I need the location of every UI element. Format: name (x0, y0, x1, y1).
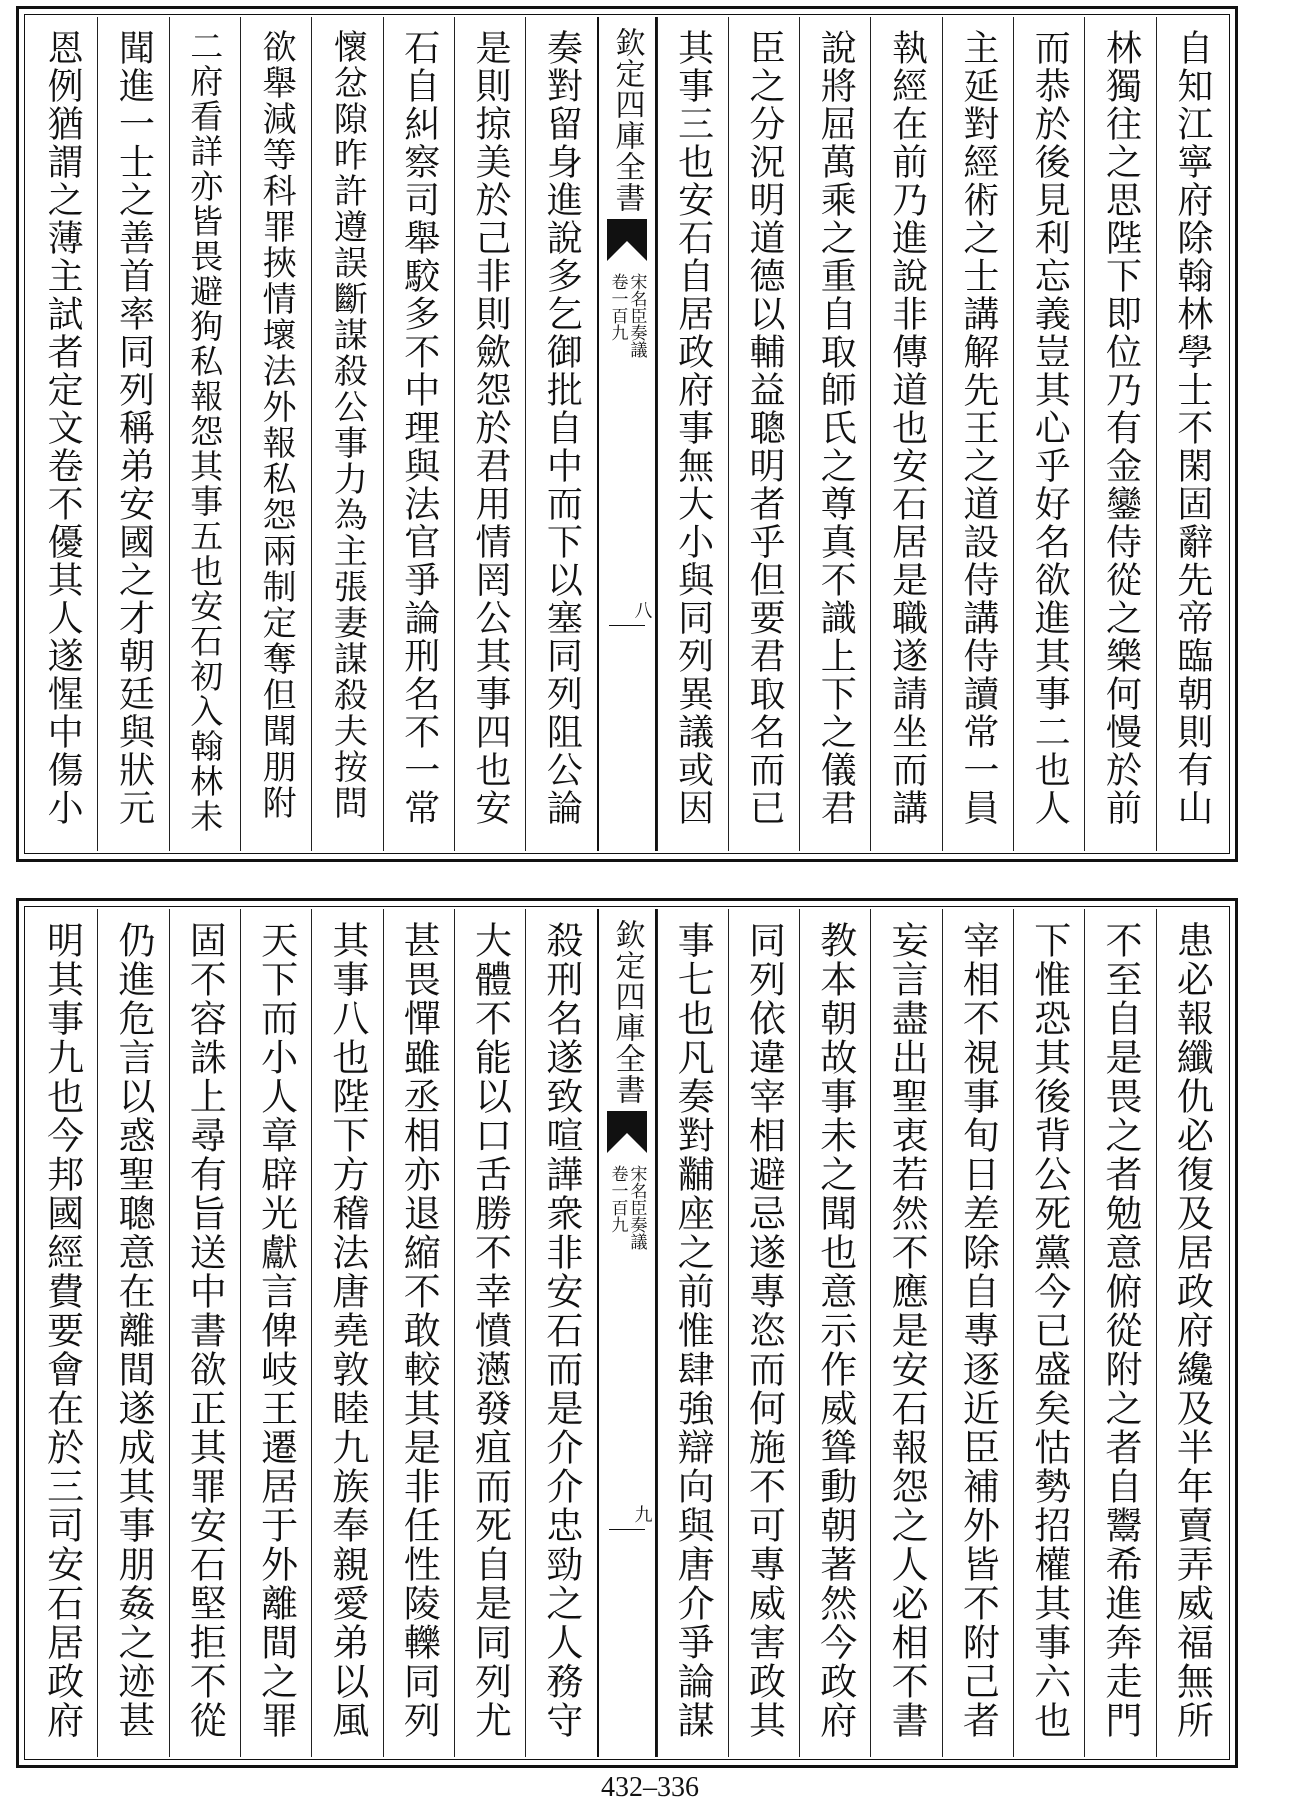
text-column (728, 17, 799, 851)
page-number-rule (609, 1529, 645, 1530)
text-column-content: 聞進一士之善首率同列稱弟安國之才朝廷與狀元 (113, 29, 155, 827)
text-column (311, 909, 382, 1757)
text-column-content: 殺刑名遂致喧譁衆非安石而是介介忠勁之人務守 (539, 921, 583, 1740)
text-column-content: 明其事九也今邦國經費要會在於三司安石居政府 (40, 921, 84, 1740)
text-column (1156, 909, 1227, 1757)
book-title: 宋名臣奏議 (626, 273, 647, 358)
text-column-content: 二府看詳亦皆畏避狗私報怨其事五也安石初入翰林未 (185, 29, 225, 834)
text-column (97, 17, 168, 851)
text-column (169, 17, 240, 851)
text-column (1156, 17, 1227, 851)
text-column-content: 林獨往之思陛下即位乃有金鑾侍從之樂何慢於前 (1100, 29, 1142, 827)
volume-label: 卷一百九 (607, 1165, 628, 1233)
text-column-content: 事七也凡奏對黼座之前惟肆強辯向與唐介爭論謀 (671, 921, 715, 1740)
text-column-content: 自知江寧府除翰林學士不閑固辭先帝臨朝則有山 (1171, 29, 1213, 827)
book-title: 宋名臣奏議 (626, 1165, 647, 1250)
text-column-content: 石自糾察司舉駮多不中理與法官爭論刑名不一常 (398, 29, 440, 827)
text-column-content: 主延對經術之士講解先王之道設侍講侍讀常一員 (957, 29, 999, 827)
text-column (1013, 17, 1084, 851)
text-column (1013, 909, 1084, 1757)
text-column-content: 是則掠美於己非則歛怨於君用情罔公其事四也安 (470, 29, 512, 827)
bottom-page-text-area (27, 909, 1227, 1757)
text-column-content: 宰相不視事旬日差除自專逐近臣補外皆不附己者 (956, 921, 1000, 1740)
text-column (1084, 17, 1155, 851)
center-fold (597, 909, 657, 1757)
text-column-content: 大體不能以口舌勝不幸憤懣發疽而死自是同列尤 (468, 921, 512, 1740)
text-column-content: 固不容誅上尋有旨送中書欲正其罪安石堅拒不從 (183, 921, 227, 1740)
leaf-page-number: 九 (631, 1505, 653, 1523)
text-column-content: 天下而小人章辟光獻言俾岐王遷居于外離間之罪 (254, 921, 298, 1740)
text-column-content: 不至自是畏之者勉意俯從附之者自鬻希進奔走門 (1099, 921, 1143, 1740)
text-column-content: 甚畏憚雖丞相亦退縮不敢較其是非任性陵轢同列 (397, 921, 441, 1740)
text-column-content: 奏對留身進說多乞御批自中而下以塞同列阻公論 (541, 29, 583, 827)
text-column (1084, 909, 1155, 1757)
text-column (240, 909, 311, 1757)
text-column (311, 17, 382, 851)
center-fold (597, 17, 657, 851)
text-column (240, 17, 311, 851)
text-column (870, 17, 941, 851)
text-column (525, 17, 596, 851)
text-column-content: 而恭於後見利忘義豈其心乎好名欲進其事二也人 (1029, 29, 1071, 827)
page-number-rule (609, 625, 645, 626)
text-column-content: 同列依違宰相避忌遂專恣而何施不可專威害政其 (742, 921, 786, 1740)
text-column (97, 909, 168, 1757)
text-column (454, 17, 525, 851)
fish-tail-mark-icon (607, 219, 647, 261)
center-fold-subtitle (609, 1165, 645, 1250)
text-column-content: 妄言盡出聖衷若然不應是安石報怨之人必相不書 (885, 921, 929, 1740)
text-column-content: 仍進危言以惑聖聰意在離間遂成其事朋姦之迹甚 (111, 921, 155, 1740)
text-column-content: 臣之分況明道德以輔益聰明者乎但要君取名而已 (743, 29, 785, 827)
volume-label: 卷一百九 (607, 273, 628, 341)
text-column (942, 17, 1013, 851)
text-column-content: 執經在前乃進說非傳道也安石居是職遂請坐而講 (886, 29, 928, 827)
text-column (383, 909, 454, 1757)
text-column-content: 懷忿隙昨許遵誤斷謀殺公事力為主張妻謀殺夫按問 (327, 29, 368, 821)
text-column (942, 909, 1013, 1757)
center-fold-subtitle (609, 273, 645, 358)
text-column-content: 患必報纖仇必復及居政府纔及半年賣弄威福無所 (1170, 921, 1214, 1740)
text-column (27, 909, 97, 1757)
text-column (799, 909, 870, 1757)
text-column (657, 909, 728, 1757)
text-column-content: 欲舉減等科罪挾情壞法外報私怨兩制定奪但聞朋附 (256, 29, 297, 821)
text-column (383, 17, 454, 851)
text-column (169, 909, 240, 1757)
text-column (525, 909, 596, 1757)
leaf-page-number: 八 (631, 601, 653, 619)
text-column-content: 下惟恐其後背公死黨今已盛矣怙勢招權其事六也 (1027, 921, 1071, 1740)
center-fold-title: 欽定四庫全書 (609, 919, 645, 1105)
text-column (799, 17, 870, 851)
text-column-content: 恩例猶謂之薄主試者定文卷不優其人遂惺中傷小 (42, 29, 84, 827)
fish-tail-mark-icon (607, 1111, 647, 1153)
text-column-content: 教本朝故事未之聞也意示作威聳動朝著然今政府 (813, 921, 857, 1740)
center-fold-title: 欽定四庫全書 (609, 27, 645, 213)
text-column-content: 其事八也陛下方稽法唐堯敦睦九族奉親愛弟以風 (325, 921, 369, 1740)
page-folio-number: 432–336 (601, 1772, 699, 1803)
text-column-content: 說將屈萬乘之重自取師氏之尊真不識上下之儀君 (815, 29, 857, 827)
text-column (27, 17, 97, 851)
text-column (870, 909, 941, 1757)
bottom-page-frame (16, 898, 1238, 1768)
text-column-content: 其事三也安石自居政府事無大小與同列異議或因 (672, 29, 714, 827)
text-column (728, 909, 799, 1757)
top-page-frame (16, 6, 1238, 862)
text-column (454, 909, 525, 1757)
text-column (657, 17, 728, 851)
top-page-text-area (27, 17, 1227, 851)
